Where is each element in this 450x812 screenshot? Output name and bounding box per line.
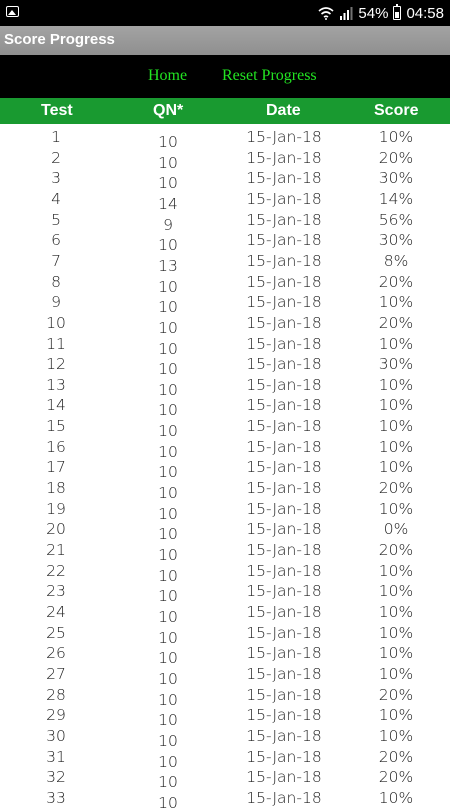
cell-qn: 10 (158, 463, 178, 482)
cell-qn: 10 (158, 628, 178, 647)
table-row (0, 723, 450, 750)
table-row (0, 764, 450, 792)
cell-test: 12 (46, 355, 66, 374)
cell-qn: 10 (158, 669, 178, 688)
table-row (0, 289, 450, 317)
cell-qn: 10 (158, 422, 178, 441)
table-row (0, 578, 450, 606)
cell-qn: 10 (158, 690, 178, 709)
cell-score: 20% (378, 313, 414, 332)
cell-test: 29 (46, 706, 66, 725)
table-row (0, 413, 450, 441)
cell-date: 15-Jan-18 (246, 251, 322, 270)
table-row (0, 434, 450, 461)
table-row (0, 269, 450, 296)
table-row (0, 227, 450, 255)
cell-date: 15-Jan-18 (246, 520, 322, 539)
cell-score: 10% (378, 706, 414, 725)
table-row (0, 351, 450, 379)
table-row (0, 454, 450, 482)
cell-test: 24 (46, 602, 66, 621)
cell-score: 56% (378, 210, 414, 229)
cell-date: 15-Jan-18 (246, 148, 322, 167)
table-row (0, 682, 450, 709)
cell-date: 15-Jan-18 (246, 128, 322, 146)
table-row (0, 248, 450, 275)
app-title-bar (0, 26, 450, 55)
reset-progress-link[interactable]: Reset Progress (222, 67, 317, 84)
cell-qn: 14 (158, 194, 178, 213)
cell-qn: 10 (158, 546, 178, 564)
cell-date: 15-Jan-18 (246, 231, 322, 250)
cell-test: 32 (46, 768, 66, 787)
cell-date: 15-Jan-18 (246, 561, 322, 580)
cell-test: 16 (46, 437, 66, 456)
header-score: Score (374, 102, 419, 119)
header-qn: QN* (153, 102, 184, 119)
cell-score: 10% (378, 458, 414, 477)
cell-qn: 9 (163, 215, 173, 234)
cell-score: 8% (383, 251, 409, 270)
table-row (0, 124, 450, 151)
cell-qn: 10 (158, 153, 178, 172)
cell-date: 15-Jan-18 (246, 499, 322, 518)
cell-score: 20% (378, 768, 414, 787)
header-test: Test (41, 102, 73, 119)
gallery-notification-icon (6, 6, 19, 17)
table-row (0, 207, 450, 234)
cell-date: 15-Jan-18 (246, 417, 322, 436)
cell-date: 15-Jan-18 (246, 623, 322, 642)
cell-qn: 10 (158, 318, 178, 337)
cell-date: 15-Jan-18 (246, 747, 322, 766)
page-title: Score Progress (4, 31, 115, 48)
cell-test: 2 (51, 148, 61, 167)
cell-score: 10% (378, 664, 414, 683)
cell-date: 15-Jan-18 (246, 664, 322, 683)
table-row (0, 537, 450, 564)
cell-date: 15-Jan-18 (246, 375, 322, 394)
cell-test: 7 (51, 251, 61, 270)
cell-score: 10% (378, 499, 414, 518)
cell-qn: 10 (158, 566, 178, 585)
cell-test: 1 (51, 128, 61, 146)
table-row (0, 558, 450, 585)
table-row (0, 165, 450, 193)
cell-date: 15-Jan-18 (246, 313, 322, 332)
table-row (0, 145, 450, 172)
cell-qn: 10 (158, 133, 178, 151)
home-link[interactable]: Home (148, 67, 188, 84)
cell-score: 10% (378, 128, 414, 146)
table-row (0, 702, 450, 730)
cell-test: 30 (46, 726, 66, 745)
cell-date: 15-Jan-18 (246, 396, 322, 415)
cell-test: 15 (46, 417, 66, 436)
cell-score: 20% (378, 272, 414, 291)
cell-score: 30% (378, 169, 414, 188)
cell-date: 15-Jan-18 (246, 189, 322, 208)
cell-qn: 10 (158, 236, 178, 255)
table-row (0, 661, 450, 688)
cell-test: 11 (46, 334, 66, 353)
cell-qn: 10 (158, 607, 178, 626)
cell-score: 20% (378, 148, 414, 167)
battery-percent: 54% (358, 4, 389, 22)
cell-date: 15-Jan-18 (246, 644, 322, 663)
cell-date: 15-Jan-18 (246, 602, 322, 621)
cell-test: 26 (46, 644, 66, 663)
nav-bar (0, 55, 450, 98)
table-row (0, 516, 450, 544)
cell-date: 15-Jan-18 (246, 169, 322, 188)
table-row (0, 496, 450, 523)
cell-qn: 10 (158, 649, 178, 668)
table-row (0, 392, 450, 420)
cell-test: 28 (46, 685, 66, 704)
cell-qn: 10 (158, 525, 178, 544)
table-row (0, 620, 450, 647)
cell-qn: 10 (158, 587, 178, 606)
cell-qn: 10 (158, 484, 178, 503)
cell-test: 18 (46, 479, 66, 498)
cell-test: 4 (51, 189, 61, 208)
table-row (0, 331, 450, 358)
cell-qn: 10 (158, 277, 178, 296)
cell-date: 15-Jan-18 (246, 685, 322, 704)
cell-score: 0% (383, 520, 409, 539)
cell-qn: 10 (158, 442, 178, 461)
cell-date: 15-Jan-18 (246, 437, 322, 456)
cell-test: 27 (46, 664, 66, 683)
table-row (0, 785, 450, 812)
score-table[interactable] (0, 124, 450, 812)
cell-date: 15-Jan-18 (246, 334, 322, 353)
cell-test: 25 (46, 623, 66, 642)
cell-date: 15-Jan-18 (246, 768, 322, 787)
cell-qn: 10 (158, 339, 178, 358)
cell-test: 33 (46, 788, 66, 807)
cell-date: 15-Jan-18 (246, 272, 322, 291)
cell-test: 10 (46, 313, 66, 332)
cell-score: 10% (378, 726, 414, 745)
cell-test: 3 (51, 169, 61, 188)
cell-score: 10% (378, 623, 414, 642)
cell-qn: 10 (158, 752, 178, 771)
cell-score: 10% (378, 561, 414, 580)
cell-date: 15-Jan-18 (246, 479, 322, 498)
table-row (0, 640, 450, 668)
cell-test: 23 (46, 582, 66, 601)
cell-score: 20% (378, 747, 414, 766)
cell-qn: 10 (158, 298, 178, 317)
cell-score: 20% (378, 685, 414, 704)
cell-test: 21 (46, 541, 66, 559)
cell-score: 10% (378, 602, 414, 621)
signal-icon (339, 6, 353, 20)
cell-test: 6 (51, 231, 61, 250)
cell-date: 15-Jan-18 (246, 355, 322, 374)
cell-date: 15-Jan-18 (246, 458, 322, 477)
cell-qn: 10 (158, 731, 178, 750)
cell-score: 10% (378, 417, 414, 436)
table-header (0, 98, 450, 124)
cell-score: 10% (378, 644, 414, 663)
cell-score: 30% (378, 355, 414, 374)
cell-qn: 13 (158, 256, 178, 275)
cell-test: 31 (46, 747, 66, 766)
cell-test: 19 (46, 499, 66, 518)
status-right (318, 3, 444, 23)
cell-test: 5 (51, 210, 61, 229)
table-row (0, 310, 450, 337)
cell-score: 10% (378, 437, 414, 456)
cell-score: 10% (378, 375, 414, 394)
cell-qn: 10 (158, 773, 178, 792)
cell-score: 10% (378, 293, 414, 312)
cell-date: 15-Jan-18 (246, 541, 322, 559)
cell-date: 15-Jan-18 (246, 293, 322, 312)
table-row (0, 475, 450, 503)
cell-score: 14% (378, 189, 414, 208)
cell-test: 9 (51, 293, 61, 312)
cell-qn: 10 (158, 401, 178, 420)
cell-test: 8 (51, 272, 61, 291)
cell-score: 10% (378, 582, 414, 601)
table-row (0, 599, 450, 626)
clock: 04:58 (406, 4, 444, 22)
cell-test: 13 (46, 375, 66, 394)
status-bar (0, 0, 450, 26)
cell-date: 15-Jan-18 (246, 788, 322, 807)
cell-score: 10% (378, 396, 414, 415)
wifi-icon (318, 6, 334, 20)
table-row (0, 372, 450, 399)
cell-qn: 10 (158, 360, 178, 379)
cell-test: 22 (46, 561, 66, 580)
cell-qn: 10 (158, 793, 178, 812)
cell-test: 20 (46, 520, 66, 539)
cell-date: 15-Jan-18 (246, 706, 322, 725)
table-row (0, 744, 450, 771)
cell-date: 15-Jan-18 (246, 582, 322, 601)
cell-qn: 10 (158, 174, 178, 193)
cell-qn: 10 (158, 504, 178, 523)
table-row (0, 186, 450, 213)
cell-test: 14 (46, 396, 66, 415)
cell-date: 15-Jan-18 (246, 210, 322, 229)
cell-qn: 10 (158, 711, 178, 730)
cell-score: 20% (378, 479, 414, 498)
cell-qn: 10 (158, 380, 178, 399)
cell-score: 20% (378, 541, 414, 559)
cell-date: 15-Jan-18 (246, 726, 322, 745)
cell-test: 17 (46, 458, 66, 477)
cell-score: 10% (378, 334, 414, 353)
cell-score: 30% (378, 231, 414, 250)
cell-score: 10% (378, 788, 414, 807)
header-date: Date (266, 102, 301, 119)
battery-icon (393, 6, 401, 20)
